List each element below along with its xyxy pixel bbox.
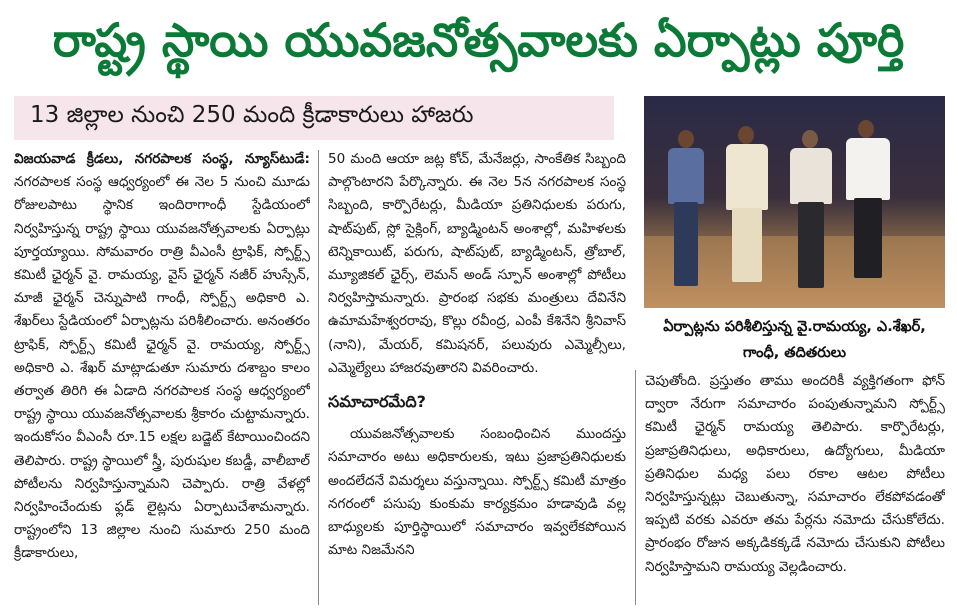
news-photo: [644, 96, 945, 308]
subheadline-banner: [14, 96, 614, 140]
article-paragraph: [14, 148, 310, 566]
headline: రాష్ట్ర స్థాయి యువజనోత్సవాలకు ఏర్పాట్లు పూర్తి: [52, 13, 905, 67]
subheadline: 13 జిల్లాల నుంచి 250 మంది క్రీడాకారులు హాజరు: [30, 102, 474, 128]
article-column-2: [328, 148, 626, 608]
article-column-1: [14, 148, 310, 608]
dateline: విజయవాడ క్రీడలు, నగరపాలక సంస్థ, న్యూస్‌టుడే:: [14, 151, 310, 167]
column-divider: [635, 370, 636, 605]
article-paragraph: 50 మంది ఆయా జట్ల కోచ్, మేనేజర్లు, సాంకేతిక సిబ్బంది పాల్గొంటారని పేర్కొన్నారు. ఈ నెల 5న నగరపాలక సంస్థ సిబ్బంది, కార్పొరేటర్లు, మీడియా ప్రతినిధులకు పరుగు, షాట్‌పుట్, స్లో సైక్లింగ్, బ్యాడ్మింటన్ అంశాల్లో, మహిళలకు టెన్నికాయిట్, పరుగు, షాట్‌పుట్, బ్యాడ్మింటన్, త్రోబాల్, మ్యూజికల్ ఛైర్స్, లెమన్ అండ్ స్పూన్ అంశాల్లో పోటీలు నిర్వహిస్తామన్నారు. ప్రారంభ సభకు మంత్రులు దేవినేని ఉమామహేశ్వరరావు, కొల్లు రవీంద్ర, ఎంపీ కేశినేని శ్రీనివాస్ (నాని), మేయర్, కమిషనర్, పలువురు ఎమ్మెల్సీలు, ఎమ్మెల్యేలు హాజరవుతారని వివరించారు.: [328, 151, 626, 376]
article-paragraph: చెపుతోంది. ప్రస్తుతం తాము అందరికీ వ్యక్తిగతంగా ఫోన్ ద్వారా నేరుగా సమాచారం పంపుతున్నామని స్పోర్ట్స్ కమిటీ ఛైర్మన్ రామయ్య తెలిపారు. కార్పొరేటర్లు, ప్రజాప్రతినిధులు, అధికారులు, ఉద్యోగులు, మీడియా ప్రతినిధుల మధ్య పలు రకాల ఆటల పోటీలు నిర్వహిస్తున్నట్లు చెబుతున్నా, సమాచారం లేకపోవడంతో ఇప్పటి వరకు ఎవరూ తమ పేర్లను నమోదు చేసుకోలేదు. ప్రారంభం రోజున అక్కడికక్కడే నమోదు చేసుకుని పోటీలు నిర్వహిస్తామని రామయ్య వెల్లడించారు.: [645, 373, 945, 575]
column-divider: [318, 150, 319, 605]
photo-caption: ఏర్పాట్లను పరిశీలిస్తున్న వై.రామయ్య, ఎ.శేఖర్, గాంధీ, తదితరులు: [663, 319, 926, 361]
article-paragraph: యువజనోత్సవాలకు సంబంధించిన ముందస్తు సమాచారం అటు అధికారులకు, ఇటు ప్రజాప్రతినిధులకు అందలేదనే విమర్శలు వస్తున్నాయి. స్పోర్ట్స్ కమిటీ మాత్రం నగరంలో పసుపు కుంకుమ కార్యక్రమం హడావుడి వల్ల బాధ్యులకు పూర్తిస్థాయిలో సమాచారం ఇవ్వలేకపోయిన మాట నిజమేనని: [328, 426, 626, 559]
paragraph-text: నగరపాలక సంస్థ ఆధ్వర్యంలో ఈ నెల 5 నుంచి మూడు రోజులపాటు స్థానిక ఇందిరాగాంధీ స్టేడియంలో నిర్వహిస్తున్న రాష్ట్ర స్థాయి యువజనోత్సవాలకు ఏర్పాట్లు పూర్తయ్యాయి. సోమవారం రాత్రి వీఎంసీ ట్రాఫిక్, స్పోర్ట్స్ కమిటీ ఛైర్మన్ వై. రామయ్య, వైస్ ఛైర్మన్ నజీర్ హుస్సేన్, మాజీ ఛైర్మన్ చెన్నుపాటి గాంధీ, స్పోర్ట్స్ అధికారి ఎ. శేఖర్‌లు స్టేడియంలో ఏర్పాట్లను పరిశీలించారు. అనంతరం ట్రాఫిక్, స్పోర్ట్స్ కమిటీ ఛైర్మన్ వై. రామయ్య, స్పోర్ట్స్ అధికారి ఎ. శేఖర్ మాట్లాడుతూ సుమారు దశాబ్దం కాలం తర్వాత తిరిగి ఈ ఏడాది నగరపాలక సంస్థ ఆధ్వర్యంలో రాష్ట్ర స్థాయి యువజనోత్సవాలకు శ్రీకారం చుట్టామన్నారు. ఇందుకోసం వీఎంసీ రూ.15 లక్షల బడ్జెట్ కేటాయించిందని తెలిపారు. రాష్ట్ర స్థాయిలో స్త్రీ, పురుషుల కబడ్డీ, వాలీబాల్ పోటీలను నిర్వహిస్తున్నామని చెప్పారు. రాత్రి వేళల్లో నిర్వహించేందుకు ఫ్లడ్ లైట్లను ఏర్పాటుచేశామన్నారు. రాష్ట్రంలోని 13 జిల్లాల నుంచి సుమారు 250 మంది క్రీడాకారులు,: [14, 174, 310, 562]
article-column-3: [645, 370, 945, 610]
section-subheading: సమాచారమేది?: [328, 392, 426, 412]
